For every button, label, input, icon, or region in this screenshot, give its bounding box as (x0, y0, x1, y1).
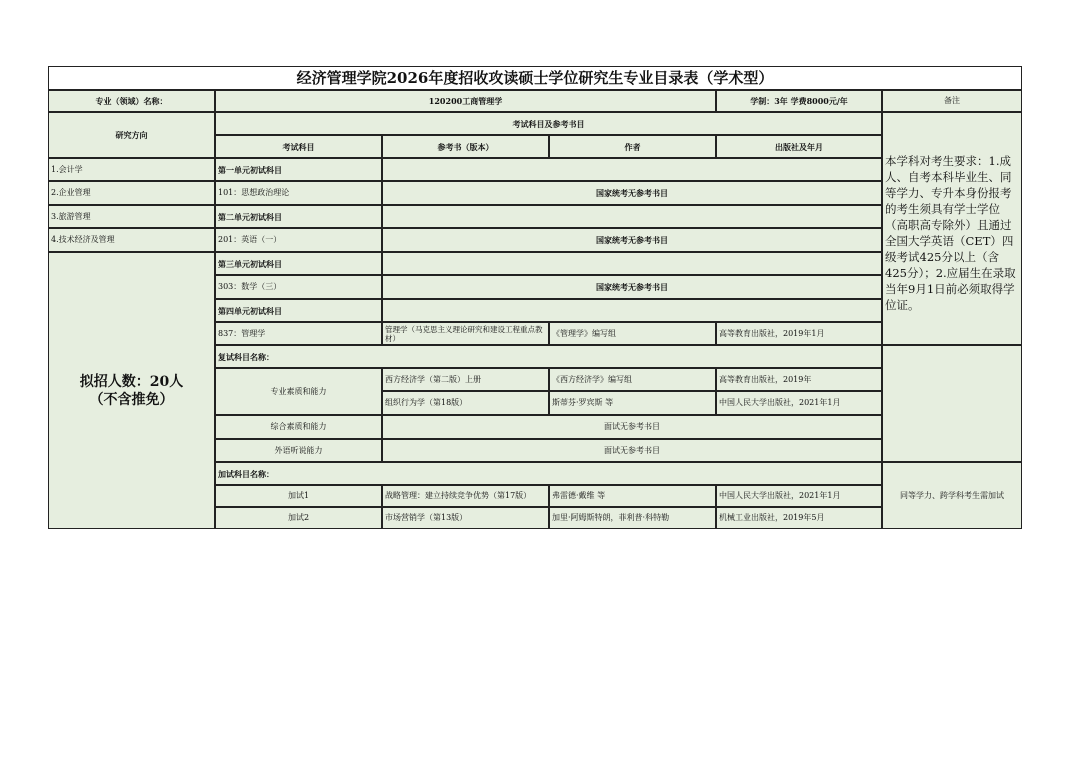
unit4-publisher: 高等教育出版社，2019年1月 (716, 322, 882, 345)
extra2-book: 市场营销学（第13版） (382, 507, 549, 529)
extra1-publisher: 中国人民大学出版社，2021年1月 (716, 485, 882, 507)
unit1-blank (382, 158, 882, 181)
col-author: 作者 (549, 135, 716, 158)
extra-title: 加试科目名称： (215, 462, 882, 485)
extra2-author: 加里·阿姆斯特朗，菲利普·科特勒 (549, 507, 716, 529)
retest-language-ref: 面试无参考书目 (382, 439, 882, 462)
extra1-author: 弗雷德·戴维 等 (549, 485, 716, 507)
unit4-blank (382, 299, 882, 322)
extra2-publisher: 机械工业出版社，2019年5月 (716, 507, 882, 529)
unit4-subject: 837：管理学 (215, 322, 382, 345)
enrollment-quota (48, 252, 215, 529)
unit1-subject: 101：思想政治理论 (215, 181, 382, 205)
unit1-reference: 国家统考无参考书目 (382, 181, 882, 205)
retest-comprehensive-ref: 面试无参考书目 (382, 415, 882, 439)
major-value: 120200工商管理学 (215, 90, 716, 112)
quota-line2: （不含推免） (89, 391, 174, 408)
retest-language: 外语听说能力 (215, 439, 382, 462)
unit4-author: 《管理学》编写组 (549, 322, 716, 345)
unit3-subject: 303：数学（三） (215, 275, 382, 299)
research-item: 4.技术经济及管理 (48, 228, 215, 252)
remark-text: 本学科对考生要求：1.成人、自考本科毕业生、同等学力、专升本身份报考的考生须具有学士学位（高职高专除外）且通过全国大学英语（CET）四级考试425分以上（含425分）；2.应届生在录取当年9月1日前必须取得学位证。 (882, 112, 1022, 345)
retest-author1: 《西方经济学》编写组 (549, 368, 716, 391)
extra1-book: 战略管理：建立持续竞争优势（第17版） (382, 485, 549, 507)
research-item: 3.旅游管理 (48, 205, 215, 228)
catalog-table (48, 66, 1022, 529)
research-item: 1.会计学 (48, 158, 215, 181)
extra2-label: 加试2 (215, 507, 382, 529)
unit2-blank (382, 205, 882, 228)
retest-professional: 专业素质和能力 (215, 368, 382, 415)
remark-blank (882, 345, 1022, 462)
unit3-blank (382, 252, 882, 275)
extra1-label: 加试1 (215, 485, 382, 507)
unit4-book: 管理学（马克思主义理论研究和建设工程重点教材） (382, 322, 549, 345)
duration-fee: 学制：3年 学费8000元/年 (716, 90, 882, 112)
unit4-title: 第四单元初试科目 (215, 299, 382, 322)
table-title: 经济管理学院2026年度招收攻读硕士学位研究生专业目录表（学术型） (48, 66, 1022, 90)
unit3-reference: 国家统考无参考书目 (382, 275, 882, 299)
unit2-reference: 国家统考无参考书目 (382, 228, 882, 252)
col-book: 参考书（版本） (382, 135, 549, 158)
unit3-title: 第三单元初试科目 (215, 252, 382, 275)
remark-label: 备注 (882, 90, 1022, 112)
quota-line1: 拟招人数：20人 (79, 373, 184, 390)
unit2-title: 第二单元初试科目 (215, 205, 382, 228)
retest-publisher1: 高等教育出版社，2019年 (716, 368, 882, 391)
retest-book1: 西方经济学（第二版）上册 (382, 368, 549, 391)
extra-note: 同等学力、跨学科考生需加试 (882, 462, 1022, 529)
retest-publisher2: 中国人民大学出版社，2021年1月 (716, 391, 882, 415)
col-publisher: 出版社及年月 (716, 135, 882, 158)
retest-title: 复试科目名称： (215, 345, 882, 368)
unit1-title: 第一单元初试科目 (215, 158, 382, 181)
retest-comprehensive: 综合素质和能力 (215, 415, 382, 439)
retest-author2: 斯蒂芬·罗宾斯 等 (549, 391, 716, 415)
research-item: 2.企业管理 (48, 181, 215, 205)
exam-header-title: 考试科目及参考书目 (215, 112, 882, 135)
major-label: 专业（领域）名称： (48, 90, 215, 112)
col-subject: 考试科目 (215, 135, 382, 158)
unit2-subject: 201：英语（一） (215, 228, 382, 252)
research-direction-label: 研究方向 (48, 112, 215, 158)
retest-book2: 组织行为学（第18版） (382, 391, 549, 415)
